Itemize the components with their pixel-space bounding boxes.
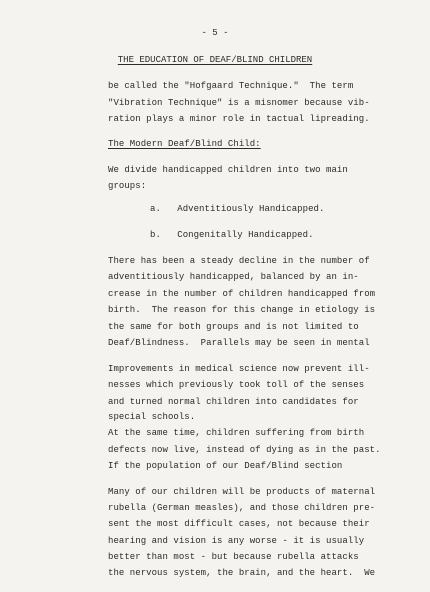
text-line: Improvements in medical science now prevent ill- <box>108 364 370 374</box>
text-line: rubella (German measles), and those children pre- <box>108 503 376 513</box>
text-line: At the same time, children suffering from birth <box>108 428 365 438</box>
text-line: We divide handicapped children into two main <box>108 165 348 175</box>
page-number: - 5 - <box>201 28 229 38</box>
text-line: adventitiously handicapped, balanced by an in- <box>108 272 359 282</box>
list-item: a. Adventitiously Handicapped. <box>150 204 325 214</box>
section-heading: The Modern Deaf/Blind Child: <box>108 139 261 149</box>
page-title: THE EDUCATION OF DEAF/BLIND CHILDREN <box>117 55 313 65</box>
text-line: nesses which previously took toll of the senses <box>108 380 365 390</box>
text-line: crease in the number of children handicapped from <box>108 289 376 299</box>
text-line: groups: <box>108 181 147 191</box>
text-line: hearing and vision is any worse - it is usually <box>108 536 365 546</box>
text-line: Deaf/Blindness. Parallels may be seen in mental <box>108 338 370 348</box>
text-line: sent the most difficult cases, not because their <box>108 519 370 529</box>
text-line: There has been a steady decline in the number of <box>108 256 370 266</box>
text-line: better than most - but because rubella attacks <box>108 552 359 562</box>
list-item: b. Congenitally Handicapped. <box>150 230 314 240</box>
text-line: Many of our children will be products of maternal <box>108 487 376 497</box>
text-line: If the population of our Deaf/Blind section <box>108 461 343 471</box>
text-line: the nervous system, the brain, and the heart. We <box>108 568 376 578</box>
text-line: be called the "Hofgaard Technique." The term <box>108 81 354 91</box>
text-line: birth. The reason for this change in etiology is <box>108 305 376 315</box>
text-line: "Vibration Technique" is a misnomer because vib- <box>108 98 370 108</box>
text-line: special schools. <box>108 412 196 422</box>
text-line: defects now live, instead of dying as in the past. <box>108 445 381 455</box>
text-line: and turned normal children into candidates for <box>108 397 359 407</box>
text-line: ration plays a minor role in tactual lipreading. <box>108 114 370 124</box>
text-line: the same for both groups and is not limited to <box>108 322 359 332</box>
